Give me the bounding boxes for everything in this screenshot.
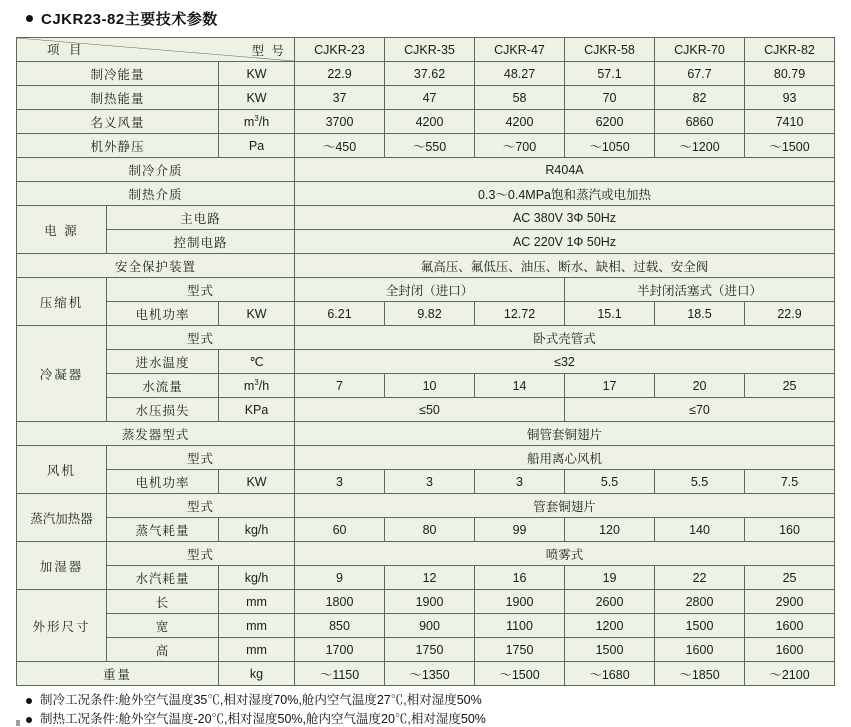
cell-value: 1500 bbox=[565, 638, 655, 662]
row-unit: kg bbox=[219, 662, 295, 686]
cell-value: 1750 bbox=[385, 638, 475, 662]
cell-value: 93 bbox=[745, 86, 835, 110]
cell-value: 3 bbox=[475, 470, 565, 494]
column-header: CJKR-23 bbox=[295, 38, 385, 62]
cell-value: 14 bbox=[475, 374, 565, 398]
cell-value: 7410 bbox=[745, 110, 835, 134]
cell-value: ～1350 bbox=[385, 662, 475, 686]
cell-value: 4200 bbox=[475, 110, 565, 134]
cell-value: ～700 bbox=[475, 134, 565, 158]
table-row bbox=[17, 254, 835, 278]
table-row bbox=[17, 350, 835, 374]
cell-value: 120 bbox=[565, 518, 655, 542]
cell-value: 9.82 bbox=[385, 302, 475, 326]
cell-value: 3 bbox=[295, 470, 385, 494]
cell-value: 船用离心风机 bbox=[295, 446, 835, 470]
column-header: CJKR-58 bbox=[565, 38, 655, 62]
cell-value: 12 bbox=[385, 566, 475, 590]
cell-value: 1900 bbox=[385, 590, 475, 614]
table-row bbox=[17, 374, 835, 398]
cell-value: ～1500 bbox=[475, 662, 565, 686]
cell-value: 2900 bbox=[745, 590, 835, 614]
cell-value: 140 bbox=[655, 518, 745, 542]
cell-value: 48.27 bbox=[475, 62, 565, 86]
header-item-label: 项 目 bbox=[47, 43, 85, 57]
cell-value: ≤70 bbox=[565, 398, 835, 422]
cell-value: 160 bbox=[745, 518, 835, 542]
row-label: 长 bbox=[107, 590, 219, 614]
row-unit: mm bbox=[219, 590, 295, 614]
footnote-item bbox=[26, 693, 835, 709]
table-row bbox=[17, 566, 835, 590]
cell-value: 900 bbox=[385, 614, 475, 638]
cell-value: 卧式壳管式 bbox=[295, 326, 835, 350]
cell-value: 20 bbox=[655, 374, 745, 398]
specification-table bbox=[16, 37, 835, 686]
cell-value: 6.21 bbox=[295, 302, 385, 326]
table-row bbox=[17, 470, 835, 494]
cell-value: 3700 bbox=[295, 110, 385, 134]
cell-value: 2600 bbox=[565, 590, 655, 614]
table-header-row bbox=[17, 38, 835, 62]
row-label: 水流量 bbox=[107, 374, 219, 398]
cell-value: 7.5 bbox=[745, 470, 835, 494]
cell-value: R404A bbox=[295, 158, 835, 182]
cell-value: 1750 bbox=[475, 638, 565, 662]
cell-value: ～450 bbox=[295, 134, 385, 158]
table-row bbox=[17, 110, 835, 134]
cell-value: 1600 bbox=[655, 638, 745, 662]
cell-value: 22.9 bbox=[745, 302, 835, 326]
table-row bbox=[17, 614, 835, 638]
cell-value: 管套铜翅片 bbox=[295, 494, 835, 518]
cell-value: ～1850 bbox=[655, 662, 745, 686]
row-unit: KPa bbox=[219, 398, 295, 422]
cell-value: 15.1 bbox=[565, 302, 655, 326]
row-label: 安全保护装置 bbox=[17, 254, 295, 278]
cell-value: 25 bbox=[745, 374, 835, 398]
table-row bbox=[17, 542, 835, 566]
row-label: 型式 bbox=[107, 542, 295, 566]
row-label: 机外静压 bbox=[17, 134, 219, 158]
cell-value: 12.72 bbox=[475, 302, 565, 326]
cell-value: 1100 bbox=[475, 614, 565, 638]
row-label: 蒸发器型式 bbox=[17, 422, 295, 446]
row-unit: $m^3/h$ bbox=[219, 374, 295, 398]
row-label: 重量 bbox=[17, 662, 219, 686]
cell-value: 3 bbox=[385, 470, 475, 494]
cell-value: AC 380V 3Φ 50Hz bbox=[295, 206, 835, 230]
table-row bbox=[17, 518, 835, 542]
group-label-humidifier: 加湿器 bbox=[17, 542, 107, 590]
cell-value: ～1200 bbox=[655, 134, 745, 158]
row-unit: ℃ bbox=[219, 350, 295, 374]
cell-value: 22.9 bbox=[295, 62, 385, 86]
footnote-item bbox=[26, 712, 835, 727]
table-row bbox=[17, 86, 835, 110]
table-row bbox=[17, 398, 835, 422]
row-unit: $m^3/h$ bbox=[219, 110, 295, 134]
row-label: 水汽耗量 bbox=[107, 566, 219, 590]
row-unit: mm bbox=[219, 638, 295, 662]
table-row bbox=[17, 206, 835, 230]
row-unit: KW bbox=[219, 62, 295, 86]
cell-value: 喷雾式 bbox=[295, 542, 835, 566]
cell-value: AC 220V 1Φ 50Hz bbox=[295, 230, 835, 254]
row-label: 制热能量 bbox=[17, 86, 219, 110]
group-label-fan: 风机 bbox=[17, 446, 107, 494]
cell-value: ～1680 bbox=[565, 662, 655, 686]
cell-value: 60 bbox=[295, 518, 385, 542]
cell-value: 99 bbox=[475, 518, 565, 542]
cell-value: 6200 bbox=[565, 110, 655, 134]
footnote-text: 制热工况条件:舱外空气温度-20℃,相对湿度50%,舱内空气温度20℃,相对湿度50% bbox=[40, 711, 486, 726]
page-title-text: CJKR23-82主要技术参数 bbox=[41, 11, 218, 28]
cell-value: 9 bbox=[295, 566, 385, 590]
table-row bbox=[17, 638, 835, 662]
group-label-power: 电 源 bbox=[17, 206, 107, 254]
cell-value: 全封闭（进口） bbox=[295, 278, 565, 302]
table-row bbox=[17, 230, 835, 254]
cell-value: 70 bbox=[565, 86, 655, 110]
cell-value: ≤50 bbox=[295, 398, 565, 422]
row-label: 型式 bbox=[107, 278, 295, 302]
cell-value: 18.5 bbox=[655, 302, 745, 326]
cell-value: 37 bbox=[295, 86, 385, 110]
cell-value: 1900 bbox=[475, 590, 565, 614]
cell-value: 6860 bbox=[655, 110, 745, 134]
cell-value: 58 bbox=[475, 86, 565, 110]
table-row bbox=[17, 182, 835, 206]
cell-value: 67.7 bbox=[655, 62, 745, 86]
cell-value: 4200 bbox=[385, 110, 475, 134]
cell-value: 1600 bbox=[745, 638, 835, 662]
table-row bbox=[17, 446, 835, 470]
cell-value: 80.79 bbox=[745, 62, 835, 86]
table-row bbox=[17, 158, 835, 182]
cell-value: 1200 bbox=[565, 614, 655, 638]
bullet-icon bbox=[26, 15, 33, 22]
cell-value: 19 bbox=[565, 566, 655, 590]
bullet-icon bbox=[26, 698, 32, 704]
cell-value: 82 bbox=[655, 86, 745, 110]
row-label: 制冷介质 bbox=[17, 158, 295, 182]
row-unit: kg/h bbox=[219, 518, 295, 542]
table-row bbox=[17, 662, 835, 686]
row-label: 进水温度 bbox=[107, 350, 219, 374]
column-header: CJKR-82 bbox=[745, 38, 835, 62]
row-label: 电机功率 bbox=[107, 302, 219, 326]
row-unit: KW bbox=[219, 470, 295, 494]
row-label: 蒸气耗量 bbox=[107, 518, 219, 542]
column-header: CJKR-35 bbox=[385, 38, 475, 62]
table-row bbox=[17, 494, 835, 518]
cell-value: 25 bbox=[745, 566, 835, 590]
row-label: 主电路 bbox=[107, 206, 295, 230]
row-unit: KW bbox=[219, 86, 295, 110]
table-row bbox=[17, 590, 835, 614]
header-corner-cell bbox=[17, 38, 295, 62]
cell-value: 10 bbox=[385, 374, 475, 398]
row-label: 型式 bbox=[107, 326, 295, 350]
header-model-label: 型 号 bbox=[251, 44, 287, 58]
cell-value: 5.5 bbox=[565, 470, 655, 494]
cell-value: 铜管套铜翅片 bbox=[295, 422, 835, 446]
cell-value: 850 bbox=[295, 614, 385, 638]
cell-value: 5.5 bbox=[655, 470, 745, 494]
cell-value: 半封闭活塞式（进口） bbox=[565, 278, 835, 302]
cell-value: 16 bbox=[475, 566, 565, 590]
footnote-text: 制冷工况条件:舱外空气温度35℃,相对湿度70%,舱内空气温度27℃,相对湿度50% bbox=[40, 693, 482, 707]
cell-value: 1700 bbox=[295, 638, 385, 662]
row-label: 名义风量 bbox=[17, 110, 219, 134]
row-label: 控制电路 bbox=[107, 230, 295, 254]
table-row bbox=[17, 134, 835, 158]
table-row bbox=[17, 278, 835, 302]
row-unit: KW bbox=[219, 302, 295, 326]
cell-value: 22 bbox=[655, 566, 745, 590]
row-unit: Pa bbox=[219, 134, 295, 158]
cell-value: 氟高压、氟低压、油压、断水、缺相、过载、安全阀 bbox=[295, 254, 835, 278]
row-label: 型式 bbox=[107, 494, 295, 518]
group-label-condenser: 冷凝器 bbox=[17, 326, 107, 422]
cell-value: 80 bbox=[385, 518, 475, 542]
group-label-steam-heater: 蒸汽加热器 bbox=[17, 494, 107, 542]
cell-value: ～1500 bbox=[745, 134, 835, 158]
row-unit: kg/h bbox=[219, 566, 295, 590]
cell-value: 37.62 bbox=[385, 62, 475, 86]
page-edge-mark bbox=[16, 720, 20, 726]
table-row bbox=[17, 326, 835, 350]
group-label-compressor: 压缩机 bbox=[17, 278, 107, 326]
bullet-icon bbox=[26, 717, 32, 723]
footnotes bbox=[26, 693, 835, 727]
group-label-dimensions: 外形尺寸 bbox=[17, 590, 107, 662]
cell-value: 47 bbox=[385, 86, 475, 110]
row-label: 宽 bbox=[107, 614, 219, 638]
table-row bbox=[17, 62, 835, 86]
column-header: CJKR-47 bbox=[475, 38, 565, 62]
cell-value: ≤32 bbox=[295, 350, 835, 374]
row-label: 制热介质 bbox=[17, 182, 295, 206]
cell-value: 17 bbox=[565, 374, 655, 398]
cell-value: 1800 bbox=[295, 590, 385, 614]
row-label: 电机功率 bbox=[107, 470, 219, 494]
column-header: CJKR-70 bbox=[655, 38, 745, 62]
cell-value: ～550 bbox=[385, 134, 475, 158]
cell-value: 0.3～0.4MPa饱和蒸汽或电加热 bbox=[295, 182, 835, 206]
row-label: 高 bbox=[107, 638, 219, 662]
cell-value: ～1150 bbox=[295, 662, 385, 686]
row-label: 制冷能量 bbox=[17, 62, 219, 86]
cell-value: 7 bbox=[295, 374, 385, 398]
page-title bbox=[26, 8, 835, 29]
row-unit: mm bbox=[219, 614, 295, 638]
row-label: 型式 bbox=[107, 446, 295, 470]
row-label: 水压损失 bbox=[107, 398, 219, 422]
cell-value: 2800 bbox=[655, 590, 745, 614]
cell-value: 57.1 bbox=[565, 62, 655, 86]
cell-value: ～2100 bbox=[745, 662, 835, 686]
cell-value: 1500 bbox=[655, 614, 745, 638]
table-row bbox=[17, 422, 835, 446]
cell-value: ～1050 bbox=[565, 134, 655, 158]
table-row bbox=[17, 302, 835, 326]
cell-value: 1600 bbox=[745, 614, 835, 638]
